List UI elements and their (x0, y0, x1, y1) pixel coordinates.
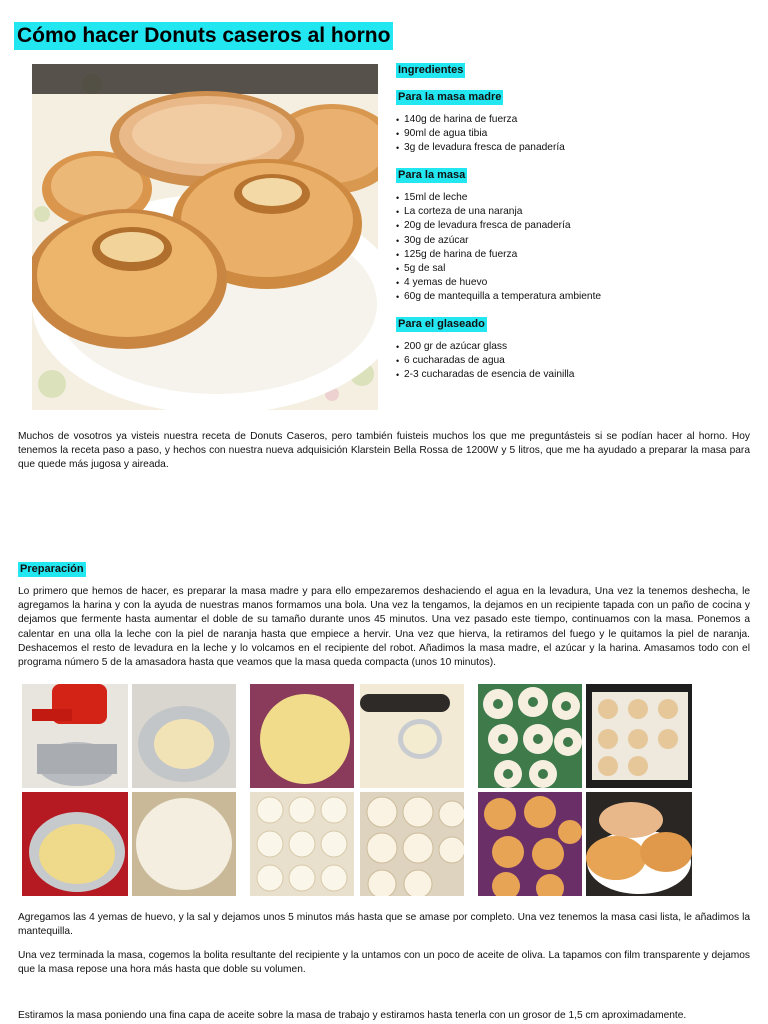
list-item: • 2-3 cucharadas de esencia de vainilla (396, 368, 756, 382)
list-item: • 20g de levadura fresca de panadería (396, 219, 756, 233)
hero-donuts-photo (32, 64, 378, 410)
step-photos-grid (22, 684, 692, 896)
list-item: • 6 cucharadas de agua (396, 354, 756, 368)
list-item: • 125g de harina de fuerza (396, 248, 756, 262)
step-photo-risen-rings (360, 792, 464, 896)
list-item: • 4 yemas de huevo (396, 276, 756, 290)
step-photo-rings-board (250, 792, 354, 896)
preparacion-heading: Preparación (20, 563, 84, 575)
list-item: • 5g de sal (396, 262, 756, 276)
paragraph-yemas: Agregamos las 4 yemas de huevo, y la sal y dejamos unos 5 minutos más hasta que se amase por completo. Una vez tenemos la masa casi lista, le añadimos la mantequilla. (18, 912, 750, 938)
intro-paragraph: Muchos de vosotros ya visteis nuestra receta de Donuts Caseros, pero también fuisteis muchos los que me preguntásteis si se podían hacer al horno. Hoy tenemos la receta paso a paso, y hechos con nuestra nueva adquisición Klarstein Bella Rossa de 1200W y 5 litros, que me ha ayudado a preparar la masa para que quede más jugosa y aireada. (18, 431, 750, 471)
step-photo-cut-rings (478, 684, 582, 788)
step-photo-flat-dough (132, 792, 236, 896)
step-photo-tray-rings (586, 684, 692, 788)
section-heading-masa: Para la masa (398, 169, 466, 182)
step-photo-rolling (360, 684, 464, 788)
step-photo-baked (478, 792, 582, 896)
list-item: • La corteza de una naranja (396, 205, 756, 219)
ingredients-panel (396, 60, 756, 382)
list-item: • 15ml de leche (396, 191, 756, 205)
list-item: • 60g de mantequilla a temperatura ambiente (396, 290, 756, 304)
list-item: • 90ml de agua tibia (396, 127, 756, 141)
step-photo-mixer (22, 684, 128, 788)
step-photo-glazed (586, 792, 692, 896)
preparacion-paragraph: Lo primero que hemos de hacer, es preparar la masa madre y para ello empezaremos deshaciendo el agua en la levadura, Una vez la tenemos deshecha, le agregamos la harina y con la ayuda de nuestras manos formamos una bola. Una vez la tengamos, la dejamos en un recipiente tapada con un paño de cocina y dejamos que fermente hasta aumentar el doble de su tamaño durante unos 45 minutos. Una vez pasado este tiempo, continuamos con la masa. Ponemos a calentar en una olla la leche con la piel de naranja hasta que empiece a hervir. Una vez que hierva, la retiramos del fuego y le quitamos la piel de naranja. Deshacemos el resto de levadura en la leche y lo volcamos en el recipiente del robot. Añadimos la masa madre, el azúcar y la harina. Amasamos todo con el programa número 5 de la amasadora hasta que veamos que la masa queda compacta (unos 10 minutos). (18, 586, 750, 669)
section-heading-glaseado: Para el glaseado (398, 318, 485, 331)
step-photo-batter (22, 792, 128, 896)
list-item: • 200 gr de azúcar glass (396, 340, 756, 354)
step-photo-bowl-dough (132, 684, 236, 788)
paragraph-reposo: Una vez terminada la masa, cogemos la bolita resultante del recipiente y la untamos con un poco de aceite de oliva. La tapamos con film transparente y dejamos que la masa repose una hora más hasta que doble su volumen. (18, 950, 750, 976)
list-item: • 3g de levadura fresca de panadería (396, 141, 756, 155)
ingredient-list-glaseado (396, 340, 756, 382)
ingredients-heading: Ingredientes (398, 64, 464, 76)
list-item: • 140g de harina de fuerza (396, 113, 756, 127)
list-item: • 30g de azúcar (396, 234, 756, 248)
paragraph-estirar: Estiramos la masa poniendo una fina capa de aceite sobre la masa de trabajo y estiramos hasta tenerla con un grosor de 1,5 cm aproximadamente. (18, 1010, 687, 1021)
ingredient-list-masa (396, 191, 756, 304)
ingredient-list-masa-madre (396, 113, 756, 155)
page-title: Cómo hacer Donuts caseros al horno (14, 22, 393, 50)
step-photo-dough-ball (250, 684, 354, 788)
section-heading-masa-madre: Para la masa madre (398, 91, 502, 103)
